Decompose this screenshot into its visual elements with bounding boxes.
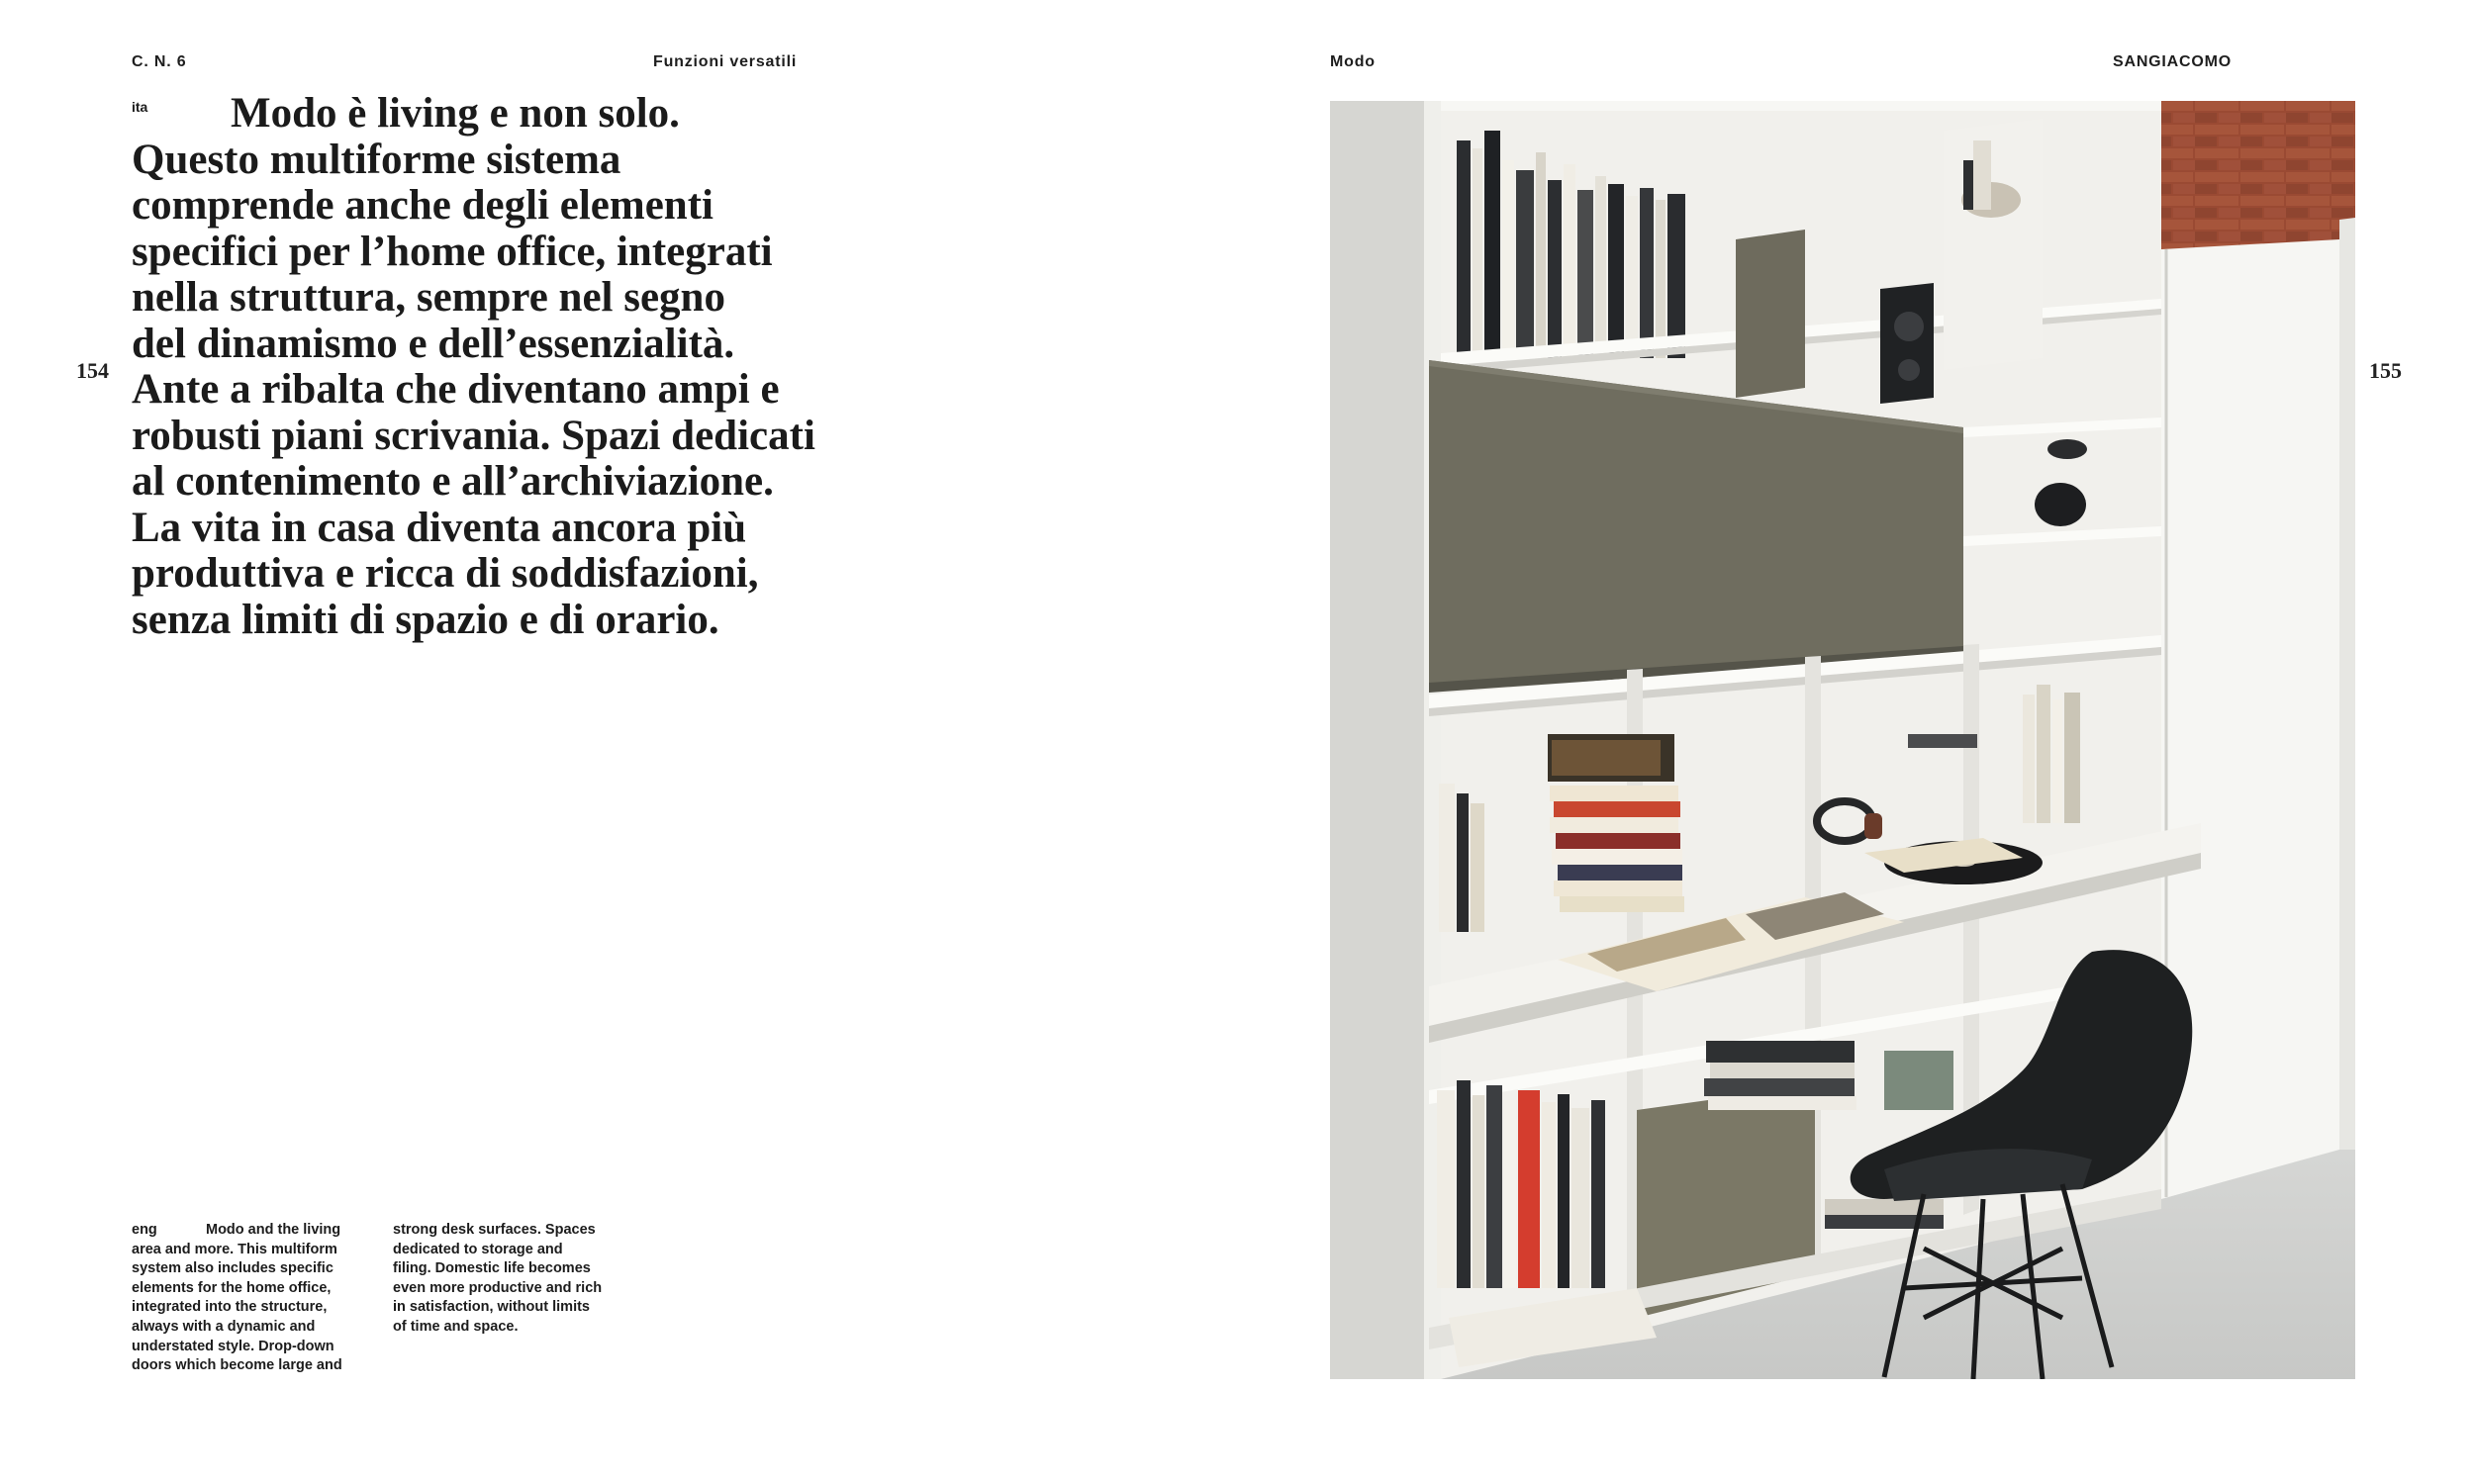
lead-line: specifici per l’home office, integrati <box>132 228 773 275</box>
english-line: filing. Domestic life becomes <box>393 1260 591 1277</box>
lead-line: del dinamismo e dell’essenzialità. <box>132 320 735 367</box>
english-line: even more productive and rich <box>393 1279 603 1296</box>
chapter-title: Funzioni versatili <box>653 53 798 70</box>
lead-line: senza limiti di spazio e di orario. <box>132 596 719 643</box>
stacked-books <box>1548 734 1684 912</box>
english-line: integrated into the structure, <box>132 1299 328 1316</box>
english-text-column-1 <box>132 1221 379 1376</box>
section-label: C. N. 6 <box>132 53 187 70</box>
english-line: always with a dynamic and <box>132 1318 316 1335</box>
english-line: of time and space. <box>393 1318 519 1335</box>
english-line: doors which become large and <box>132 1357 342 1374</box>
english-line: understated style. Drop-down <box>132 1338 334 1354</box>
english-line: system also includes specific <box>132 1260 333 1277</box>
lead-line: nella struttura, sempre nel segno <box>132 274 725 321</box>
english-text-column-2 <box>393 1221 640 1338</box>
stacked-magazines <box>1704 1041 1856 1110</box>
italian-lead-text <box>132 91 1022 643</box>
lead-line: La vita in casa diventa ancora più <box>132 504 747 551</box>
books-left-middle <box>1439 784 1484 932</box>
speaker <box>1880 283 1934 404</box>
language-tag-eng: eng <box>132 1222 157 1238</box>
lead-line: al contenimento e all’archiviazione. <box>132 458 774 505</box>
lead-line: Modo è living e non solo. <box>231 90 680 137</box>
english-line: dedicated to storage and <box>393 1241 563 1257</box>
language-tag-ita: ita <box>132 99 148 115</box>
lead-line: Questo multiforme sistema <box>132 136 621 183</box>
english-line: elements for the home office, <box>132 1279 332 1296</box>
english-line: area and more. This multiform <box>132 1241 337 1257</box>
lead-line: robusti piani scrivania. Spazi dedicati <box>132 412 815 459</box>
bookcase-illustration <box>1330 101 2355 1379</box>
brand-name: SANGIACOMO <box>2113 53 2232 70</box>
page-number-left: 154 <box>76 358 109 383</box>
bookcase-photo <box>1330 101 2355 1379</box>
books-bottom-left <box>1437 1080 1605 1288</box>
lead-line: produttiva e ricca di soddisfazioni, <box>132 550 759 597</box>
product-name: Modo <box>1330 53 1376 70</box>
lead-line: comprende anche degli elementi <box>132 182 714 229</box>
page-number-right: 155 <box>2369 358 2402 383</box>
lead-line: Ante a ribalta che diventano ampi e <box>132 366 780 413</box>
english-line: Modo and the living <box>206 1222 341 1238</box>
english-line: strong desk surfaces. Spaces <box>393 1222 596 1238</box>
english-line: in satisfaction, without limits <box>393 1299 590 1316</box>
